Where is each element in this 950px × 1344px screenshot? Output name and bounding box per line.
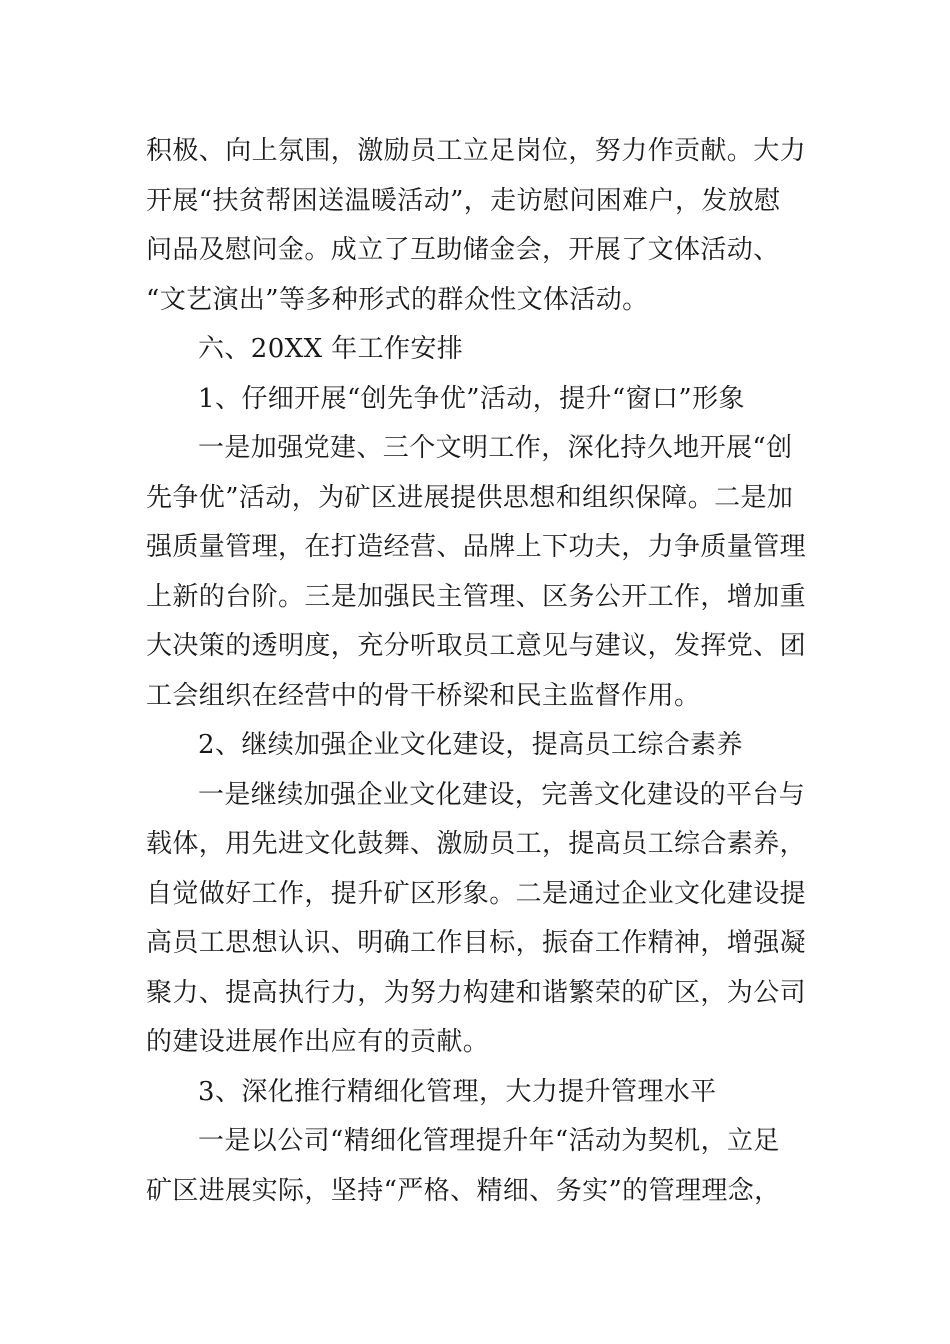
subsection-heading: 3、深化推行精细化管理，大力提升管理水平	[198, 1076, 717, 1107]
text-line: 高员工思想认识、明确工作目标，振奋工作精神，增强凝	[146, 928, 807, 958]
text-line: 上新的台阶。三是加强民主管理、区务公开工作，增加重	[146, 581, 807, 612]
text-line: 强质量管理，在打造经营、品牌上下功夫，力争质量管理	[146, 532, 807, 562]
paragraph-start: 一是继续加强企业文化建设，完善文化建设的平台与	[198, 779, 806, 810]
text-line: 积极、向上氛围，激励员工立足岗位，努力作贡献。大力	[146, 136, 807, 166]
section-heading: 六、20XX 年工作安排	[198, 334, 464, 364]
paragraph-start: 一是以公司“精细化管理提升年“活动为契机，立足	[198, 1126, 780, 1156]
document-page	[146, 127, 806, 1216]
subsection-heading: 1、仔细开展“创先争优”活动，提升“窗口”形象	[198, 383, 745, 414]
text-line: 开展“扶贫帮困送温暖活动”，走访慰问困难户，发放慰	[146, 185, 781, 216]
text-line: 先争优”活动，为矿区进展提供思想和组织保障。二是加	[146, 482, 794, 513]
subsection-heading: 2、继续加强企业文化建设，提高员工综合素养	[198, 730, 743, 760]
text-line: 的建设进展作出应有的贡献。	[146, 1027, 490, 1057]
text-line: 载体，用先进文化鼓舞、激励员工，提高员工综合素养，	[146, 829, 807, 859]
paragraph-start: 一是加强党建、三个文明工作，深化持久地开展“创	[198, 433, 793, 463]
text-line: 聚力、提高执行力，为努力构建和谐繁荣的矿区，为公司	[146, 977, 807, 1008]
text-line: 问品及慰问金。成立了互助储金会，开展了文体活动、	[146, 235, 780, 265]
text-line: 自觉做好工作，提升矿区形象。二是通过企业文化建设提	[146, 878, 807, 909]
text-line: 大决策的透明度，充分听取员工意见与建议，发挥党、团	[146, 631, 807, 661]
text-line: “文艺演出”等多种形式的群众性文体活动。	[146, 284, 649, 315]
text-line: 矿区进展实际，坚持“严格、精细、务实”的管理理念，	[146, 1175, 781, 1206]
text-line: 工会组织在经营中的骨干桥梁和民主监督作用。	[146, 680, 701, 711]
